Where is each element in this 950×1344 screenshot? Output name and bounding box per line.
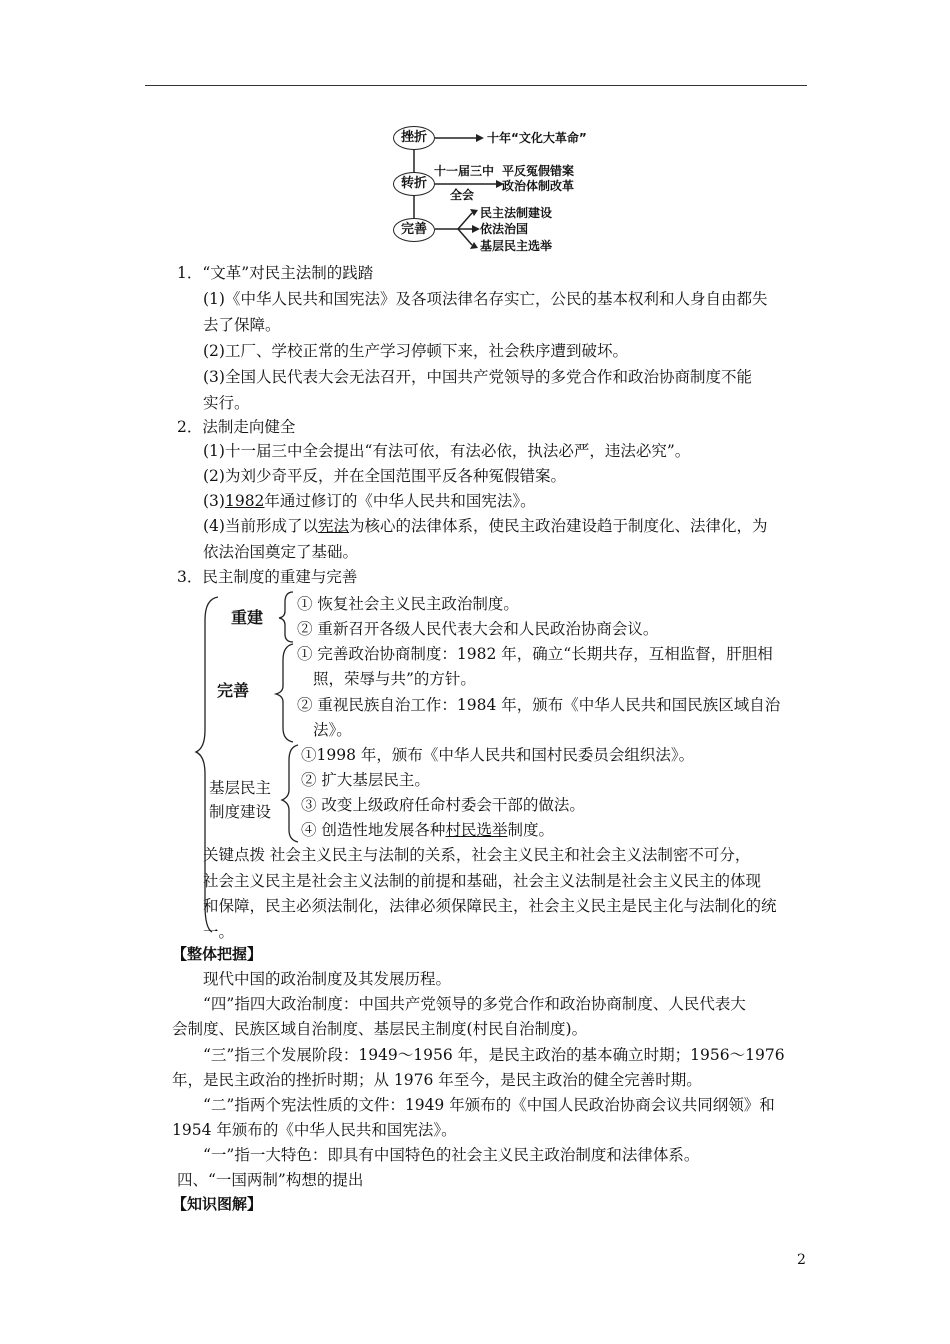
node-improvement: 完善 [393, 218, 435, 242]
overall-heading: 【整体把握】 [172, 945, 263, 963]
overall-line: “二”指两个宪法性质的文件：1949 年颁布的《中国人民政治协商会议共同纲领》和 [203, 1096, 775, 1114]
node1-target: 十年“文化大革命” [487, 131, 587, 145]
node3-target-1: 民主法制建设 [480, 206, 553, 220]
node2-target-1: 平反冤假错案 [502, 164, 575, 178]
overall-line: “一”指一大特色：即具有中国特色的社会主义民主政治制度和法律体系。 [203, 1146, 700, 1164]
section2-item-4: (4)当前形成了以宪法为核心的法律体系，使民主政治建设趋于制度化、法律化，为 [203, 517, 768, 535]
group-rebuild-label: 重建 [231, 608, 264, 627]
section4-heading: 四、“一国两制”构想的提出 [177, 1171, 364, 1189]
overall-line: “三”指三个发展阶段：1949～1956 年，是民主政治的基本确立时期；1956～1976 [203, 1046, 785, 1064]
section1-heading: 1．“文革”对民主法制的践踏 [177, 264, 374, 282]
section1-line: 实行。 [203, 394, 250, 412]
section1-line: (3)全国人民代表大会无法召开，中国共产党领导的多党合作和政治协商制度不能 [203, 368, 752, 386]
section2-item-1: (1)十一届三中全会提出“有法可依，有法必依，执法必严，违法必究”。 [203, 442, 691, 460]
section1-line: (1)《中华人民共和国宪法》及各项法律名存实亡，公民的基本权利和人身自由都失 [203, 290, 768, 308]
keypoint-line: 关键点拨 社会主义民主与法制的关系，社会主义民主和社会主义法制密不可分， [203, 846, 751, 864]
node2-target-2: 政治体制改革 [502, 179, 575, 193]
keypoint-line: 社会主义民主是社会主义法制的前提和基础，社会主义法制是社会主义民主的体现 [203, 872, 762, 890]
grassroots-item: ③ 改变上级政府任命村委会干部的做法。 [301, 796, 585, 814]
section2-item-4-cont: 依法治国奠定了基础。 [203, 543, 359, 561]
section3-heading: 3．民主制度的重建与完善 [177, 568, 358, 586]
improve-item: 法》。 [313, 721, 352, 739]
section1-line: (2)工厂、学校正常的生产学习停顿下来，社会秩序遭到破坏。 [203, 342, 628, 360]
improve-item: ② 重视民族自治工作：1984 年，颁布《中华人民共和国民族区域自治 [297, 696, 781, 714]
node3-target-2: 依法治国 [480, 222, 529, 236]
overall-line: 会制度、民族区域自治制度、基层民主制度(村民自治制度)。 [172, 1020, 588, 1038]
group-grassroots-label-1: 基层民主 [209, 779, 272, 797]
grassroots-item: ④ 创造性地发展各种村民选举制度。 [301, 821, 554, 839]
edge-label-top: 十一届三中 [434, 164, 495, 178]
overall-line: 现代中国的政治制度及其发展历程。 [203, 970, 452, 988]
section1-line: 去了保障。 [203, 316, 281, 334]
rebuild-item: ① 恢复社会主义民主政治制度。 [297, 595, 519, 613]
keypoint-line: 和保障，民主必须法制化，法律必须保障民主，社会主义民主是民主化与法制化的统 [203, 897, 777, 915]
section2-heading: 2．法制走向健全 [177, 418, 296, 436]
group-grassroots-label-2: 制度建设 [209, 803, 272, 821]
group-improve-label: 完善 [217, 681, 250, 700]
edge-label-bottom: 全会 [450, 188, 475, 202]
grassroots-item: ② 扩大基层民主。 [301, 771, 430, 789]
node3-target-3: 基层民主选举 [480, 239, 553, 253]
rebuild-item: ② 重新召开各级人民代表大会和人民政治协商会议。 [297, 620, 659, 638]
knowledge-heading: 【知识图解】 [172, 1195, 263, 1213]
page-number: 2 [797, 1252, 806, 1268]
section2-item-2: (2)为刘少奇平反，并在全国范围平反各种冤假错案。 [203, 467, 566, 485]
improve-item: 照，荣辱与共”的方针。 [313, 670, 476, 688]
node-turning-point: 转折 [393, 172, 435, 196]
grassroots-item: ①1998 年，颁布《中华人民共和国村民委员会组织法》。 [301, 746, 695, 764]
improve-item: ① 完善政治协商制度：1982 年，确立“长期共存，互相监督，肝胆相 [297, 645, 773, 663]
overall-line: “四”指四大政治制度：中国共产党领导的多党合作和政治协商制度、人民代表大 [203, 995, 746, 1013]
overall-line: 年，是民主政治的挫折时期；从 1976 年至今，是民主政治的健全完善时期。 [172, 1071, 702, 1089]
overall-line: 1954 年颁布的《中华人民共和国宪法》。 [172, 1121, 457, 1139]
keypoint-line: 一。 [203, 923, 235, 941]
node-setback: 挫折 [393, 126, 435, 150]
section2-item-3: (3)1982年通过修订的《中华人民共和国宪法》。 [203, 492, 536, 510]
